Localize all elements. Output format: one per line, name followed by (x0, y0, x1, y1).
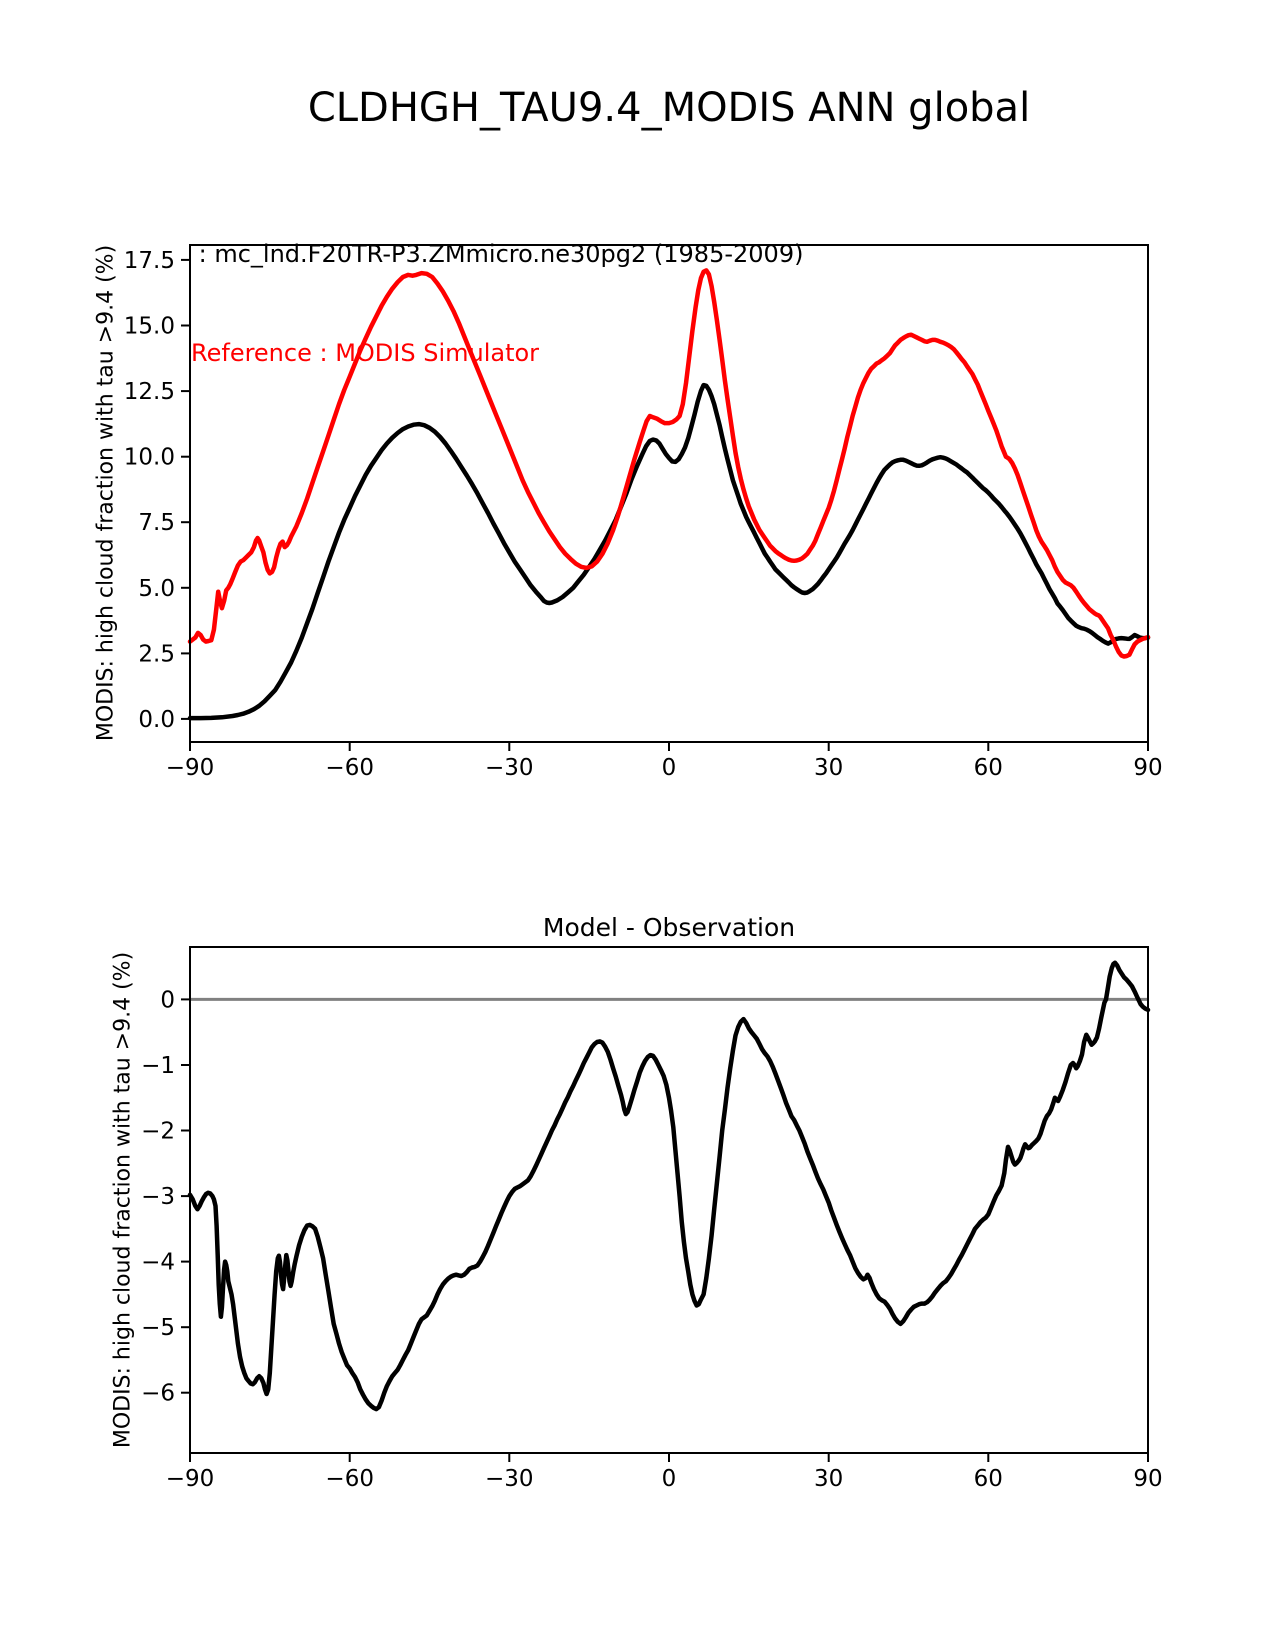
series-line-modis-simulator (190, 270, 1148, 656)
y-tick-label: −6 (141, 1380, 175, 1407)
x-tick-label: −30 (485, 755, 534, 781)
axes-box (190, 947, 1148, 1453)
legend-reference-label: Reference : MODIS Simulator (191, 339, 540, 367)
x-tick-label: 60 (973, 755, 1003, 781)
bottom-chart (141, 947, 1163, 1492)
series-line-mc-lnd-f20tr-p3-zmmicro-ne30pg2-1985-2009 (190, 385, 1148, 718)
y-tick-label: 5.0 (138, 575, 175, 602)
y-tick-label: −5 (141, 1315, 175, 1342)
y-tick-label: −1 (141, 1053, 175, 1079)
x-tick-label: 0 (661, 1466, 677, 1492)
x-tick-label: 90 (1133, 1466, 1163, 1492)
y-tick-label: 15.0 (123, 313, 175, 340)
bottom-chart-title: Model - Observation (542, 913, 796, 942)
figure-title: CLDHGH_TAU9.4_MODIS ANN global (307, 85, 1031, 131)
x-tick-label: −90 (165, 1466, 215, 1492)
y-tick-label: −4 (141, 1249, 175, 1276)
x-tick-label: −90 (165, 755, 215, 781)
x-tick-label: 90 (1133, 755, 1163, 781)
top-chart-y-axis-label: MODIS: high cloud fraction with tau >9.4 (%) (93, 244, 119, 742)
x-tick-label: −30 (485, 1466, 534, 1492)
y-tick-label: −3 (141, 1184, 175, 1211)
x-tick-label: 30 (814, 755, 844, 781)
y-tick-label: 2.5 (138, 641, 175, 668)
y-tick-label: 0 (160, 987, 175, 1014)
x-tick-label: 30 (814, 1466, 844, 1492)
x-tick-label: −60 (325, 755, 374, 781)
bottom-chart-y-axis-label: MODIS: high cloud fraction with tau >9.4 (%) (110, 951, 136, 1449)
x-tick-label: −60 (325, 1466, 374, 1492)
y-tick-label: 12.5 (123, 379, 175, 406)
y-tick-label: 0.0 (138, 706, 175, 733)
x-tick-label: 60 (973, 1466, 1003, 1492)
y-tick-label: 7.5 (138, 510, 175, 537)
series-line-model-observation (190, 963, 1148, 1409)
top-chart (124, 245, 1163, 781)
y-tick-label: −2 (141, 1118, 175, 1145)
y-tick-label: 10.0 (123, 444, 175, 471)
y-tick-label: 17.5 (123, 247, 175, 274)
axes-box (190, 245, 1148, 742)
x-tick-label: 0 (661, 755, 677, 781)
legend-test-label: : mc_lnd.F20TR-P3.ZMmicro.ne30pg2 (1985-2009) (191, 240, 804, 268)
